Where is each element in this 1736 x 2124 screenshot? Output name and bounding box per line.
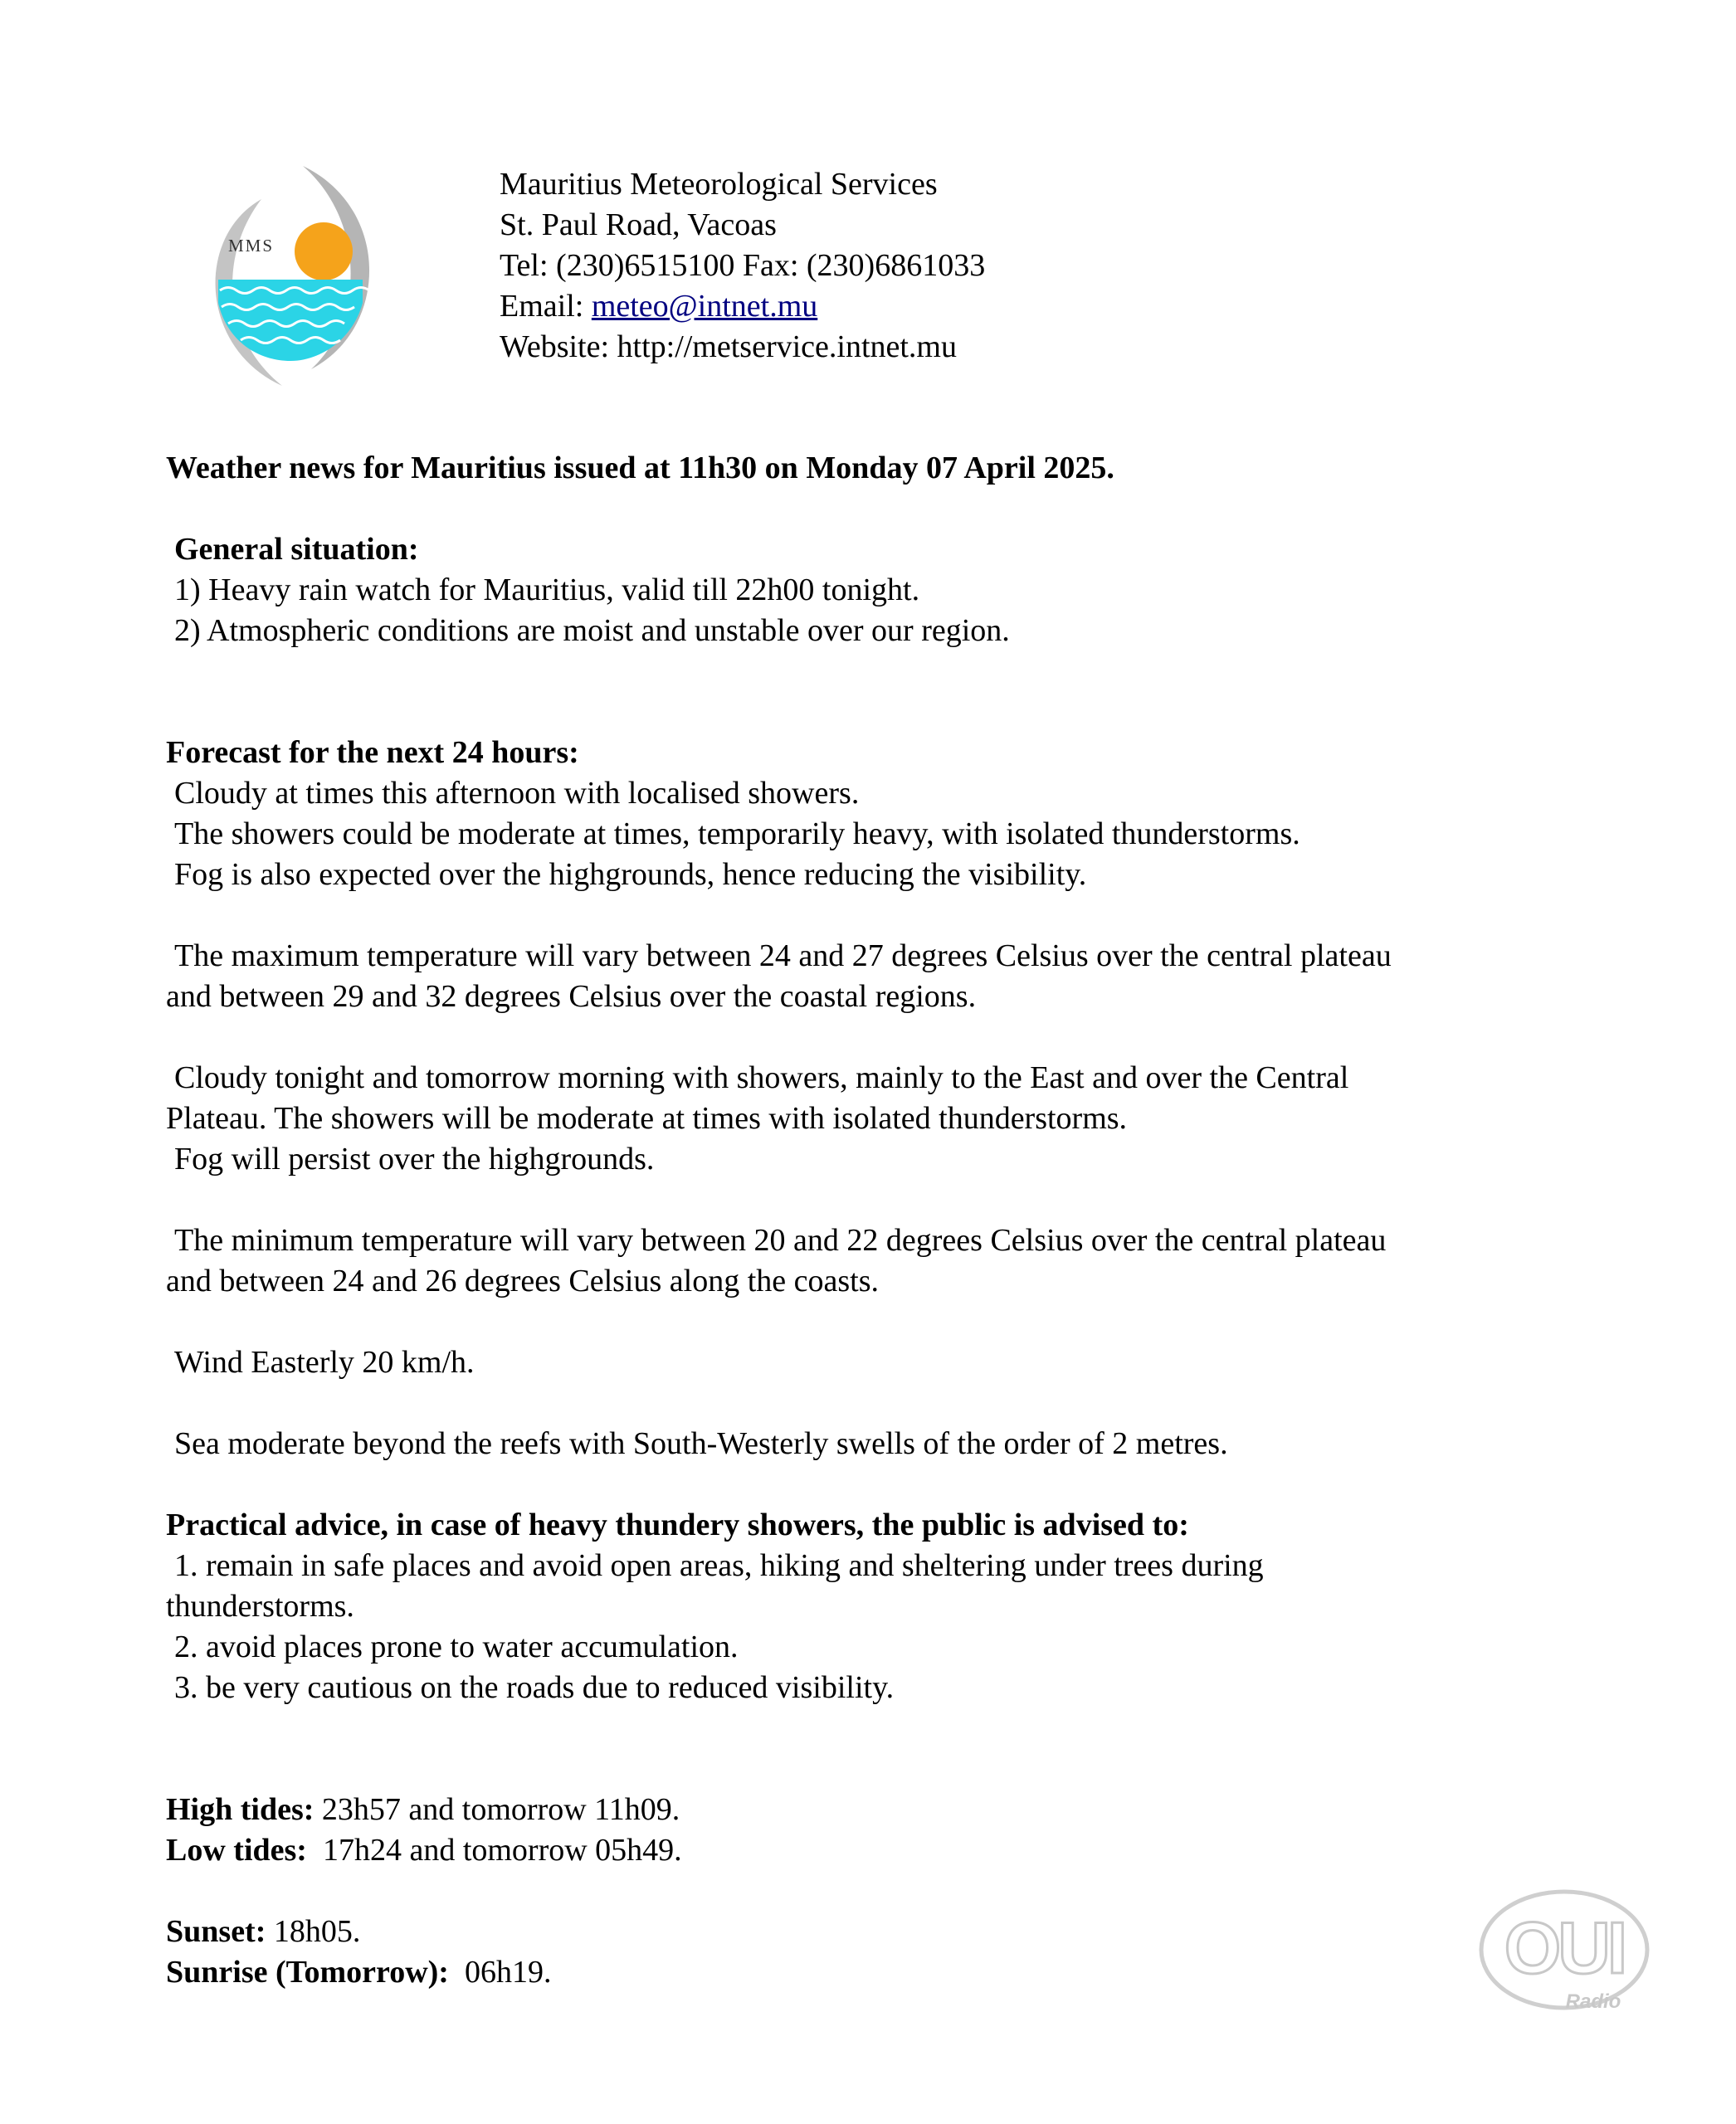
org-name: Mauritius Meteorological Services [500, 167, 938, 202]
advice-item-continued: thunderstorms. [166, 1589, 354, 1624]
high-tides-line [166, 1790, 1577, 1830]
org-website: Website: http://metservice.intnet.mu [500, 329, 957, 364]
low-tides-line [166, 1830, 1577, 1871]
general-item: 2) Atmospheric conditions are moist and unstable over our region. [174, 613, 1010, 648]
max-temp-line: and between 29 and 32 degrees Celsius over the coastal regions. [166, 979, 977, 1014]
tonight-line: Plateau. The showers will be moderate at times with isolated thunderstorms. [166, 1101, 1128, 1136]
bulletin-body [166, 448, 1577, 1993]
forecast-line: The showers could be moderate at times, temporarily heavy, with isolated thunderstorms. [174, 816, 1300, 851]
sunrise-value: 06h19. [448, 1955, 552, 1990]
org-email-line [500, 286, 985, 327]
forecast-heading: Forecast for the next 24 hours: [166, 735, 579, 770]
bulletin-title: Weather news for Mauritius issued at 11h30 on Monday 07 April 2025. [166, 451, 1114, 485]
advice-item: 2. avoid places prone to water accumulation. [174, 1630, 739, 1664]
max-temp-line: The maximum temperature will vary between 24 and 27 degrees Celsius over the central plateau [174, 938, 1392, 973]
sunset-label: Sunset: [166, 1914, 266, 1949]
email-link[interactable]: meteo@intnet.mu [591, 289, 818, 324]
oui-radio-watermark [1477, 1883, 1656, 2024]
general-heading: General situation: [174, 532, 419, 567]
header-contact [500, 164, 985, 368]
advice-item: 3. be very cautious on the roads due to reduced visibility. [174, 1670, 895, 1705]
min-temp-line: and between 24 and 26 degrees Celsius along the coasts. [166, 1264, 879, 1298]
sunrise-label: Sunrise (Tomorrow): [166, 1955, 449, 1990]
tonight-line: Cloudy tonight and tomorrow morning with showers, mainly to the East and over the Central [174, 1060, 1349, 1095]
mms-logo [203, 162, 378, 390]
org-tel-fax: Tel: (230)6515100 Fax: (230)6861033 [500, 248, 986, 283]
low-tides-label: Low tides: [166, 1833, 307, 1868]
advice-item: 1. remain in safe places and avoid open areas, hiking and sheltering under trees during [174, 1548, 1264, 1583]
sunset-line [166, 1912, 1577, 1952]
min-temp-line: The minimum temperature will vary between 20 and 22 degrees Celsius over the central plateau [174, 1223, 1387, 1258]
sunrise-line [166, 1952, 1577, 1993]
forecast-line: Fog is also expected over the highgrounds, hence reducing the visibility. [174, 857, 1087, 892]
logo-sun [295, 222, 353, 280]
logo-text: MMS [228, 236, 275, 256]
advice-heading: Practical advice, in case of heavy thundery showers, the public is advised to: [166, 1508, 1189, 1542]
watermark-main-text: OUI [1504, 1907, 1625, 1989]
org-address: St. Paul Road, Vacoas [500, 207, 777, 242]
low-tides-value: 17h24 and tomorrow 05h49. [306, 1833, 682, 1868]
high-tides-label: High tides: [166, 1792, 315, 1827]
forecast-line: Cloudy at times this afternoon with localised showers. [174, 776, 860, 811]
sea-line: Sea moderate beyond the reefs with South-Westerly swells of the order of 2 metres. [174, 1426, 1228, 1461]
wind-line: Wind Easterly 20 km/h. [174, 1345, 475, 1380]
watermark-sub-text: Radio [1565, 1990, 1621, 2013]
email-label: Email: [500, 289, 592, 324]
high-tides-value: 23h57 and tomorrow 11h09. [314, 1792, 680, 1827]
tonight-line: Fog will persist over the highgrounds. [174, 1142, 655, 1176]
sunset-value: 18h05. [266, 1914, 361, 1949]
general-item: 1) Heavy rain watch for Mauritius, valid till 22h00 tonight. [174, 572, 920, 607]
